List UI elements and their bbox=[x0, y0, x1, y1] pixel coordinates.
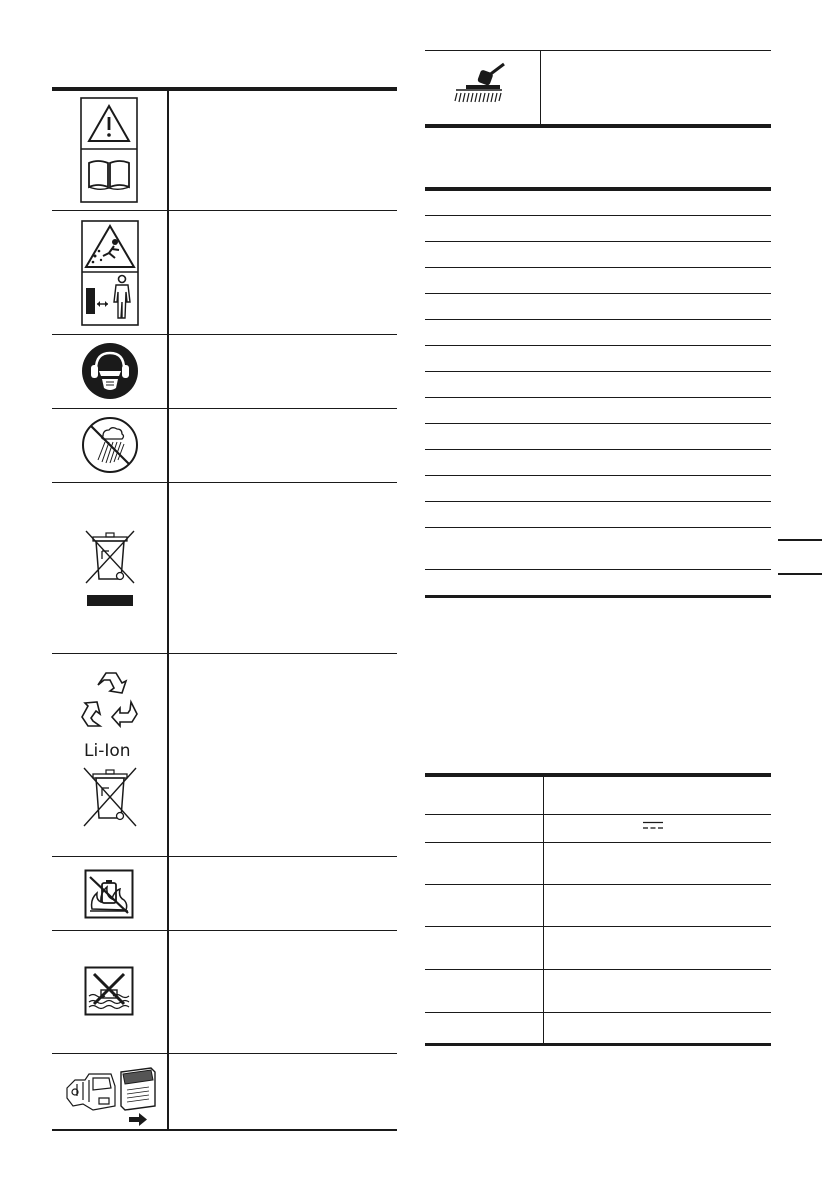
list-row-rule bbox=[425, 241, 771, 242]
list-top-rule bbox=[425, 187, 771, 191]
list-row-rule bbox=[425, 293, 771, 294]
wear-eye-and-ear-protection-icon bbox=[80, 341, 140, 401]
spec-row-rule bbox=[425, 969, 771, 970]
brushcutter-cutting-head-icon bbox=[452, 62, 508, 106]
table-top-rule bbox=[52, 87, 397, 91]
warning-triangle-and-manual-icon bbox=[80, 97, 138, 203]
recycle-li-ion-battery-icon bbox=[76, 668, 142, 740]
spec-top-rule bbox=[425, 773, 771, 777]
list-row-rule bbox=[425, 449, 771, 450]
row-separator bbox=[52, 856, 397, 857]
spec-divider bbox=[543, 776, 544, 1044]
row-separator bbox=[52, 334, 397, 335]
box-bottom-rule bbox=[425, 124, 771, 128]
row-separator bbox=[52, 408, 397, 409]
spec-row-rule bbox=[425, 926, 771, 927]
list-row-rule bbox=[425, 569, 771, 570]
spec-row-rule bbox=[425, 814, 771, 815]
list-bottom-rule bbox=[425, 595, 771, 598]
row-separator bbox=[52, 653, 397, 654]
list-row-rule bbox=[425, 319, 771, 320]
li-ion-label: Li-Ion bbox=[84, 741, 131, 761]
do-not-expose-to-rain-icon bbox=[81, 416, 139, 474]
list-row-rule bbox=[425, 215, 771, 216]
list-row-rule bbox=[425, 475, 771, 476]
row-separator bbox=[52, 930, 397, 931]
list-row-rule bbox=[425, 423, 771, 424]
row-separator bbox=[52, 1053, 397, 1054]
list-row-rule bbox=[425, 527, 771, 528]
table-bottom-rule bbox=[52, 1129, 397, 1131]
list-row-rule bbox=[425, 397, 771, 398]
box-top-rule bbox=[425, 50, 771, 51]
do-not-throw-in-fire-icon bbox=[84, 869, 134, 919]
spec-row-rule bbox=[425, 1012, 771, 1013]
row-separator bbox=[52, 482, 397, 483]
direct-current-icon bbox=[643, 821, 663, 830]
spec-row-rule bbox=[425, 842, 771, 843]
list-row-rule bbox=[425, 267, 771, 268]
list-row-rule bbox=[425, 371, 771, 372]
list-row-rule bbox=[425, 501, 771, 502]
crossed-out-wheelie-bin-icon bbox=[80, 766, 140, 830]
edge-tab-rule bbox=[778, 573, 822, 575]
do-not-immerse-in-water-icon bbox=[84, 966, 134, 1016]
thrown-objects-keep-bystanders-away-icon bbox=[81, 220, 139, 326]
crossed-out-wheelie-bin-icon bbox=[82, 527, 138, 609]
list-row-rule bbox=[425, 345, 771, 346]
edge-tab-rule bbox=[778, 539, 822, 541]
table-divider bbox=[167, 90, 169, 1130]
box-divider bbox=[540, 50, 541, 124]
spec-row-rule bbox=[425, 884, 771, 885]
remove-battery-icon bbox=[63, 1062, 159, 1126]
spec-bottom-rule bbox=[425, 1043, 771, 1046]
row-separator bbox=[52, 210, 397, 211]
